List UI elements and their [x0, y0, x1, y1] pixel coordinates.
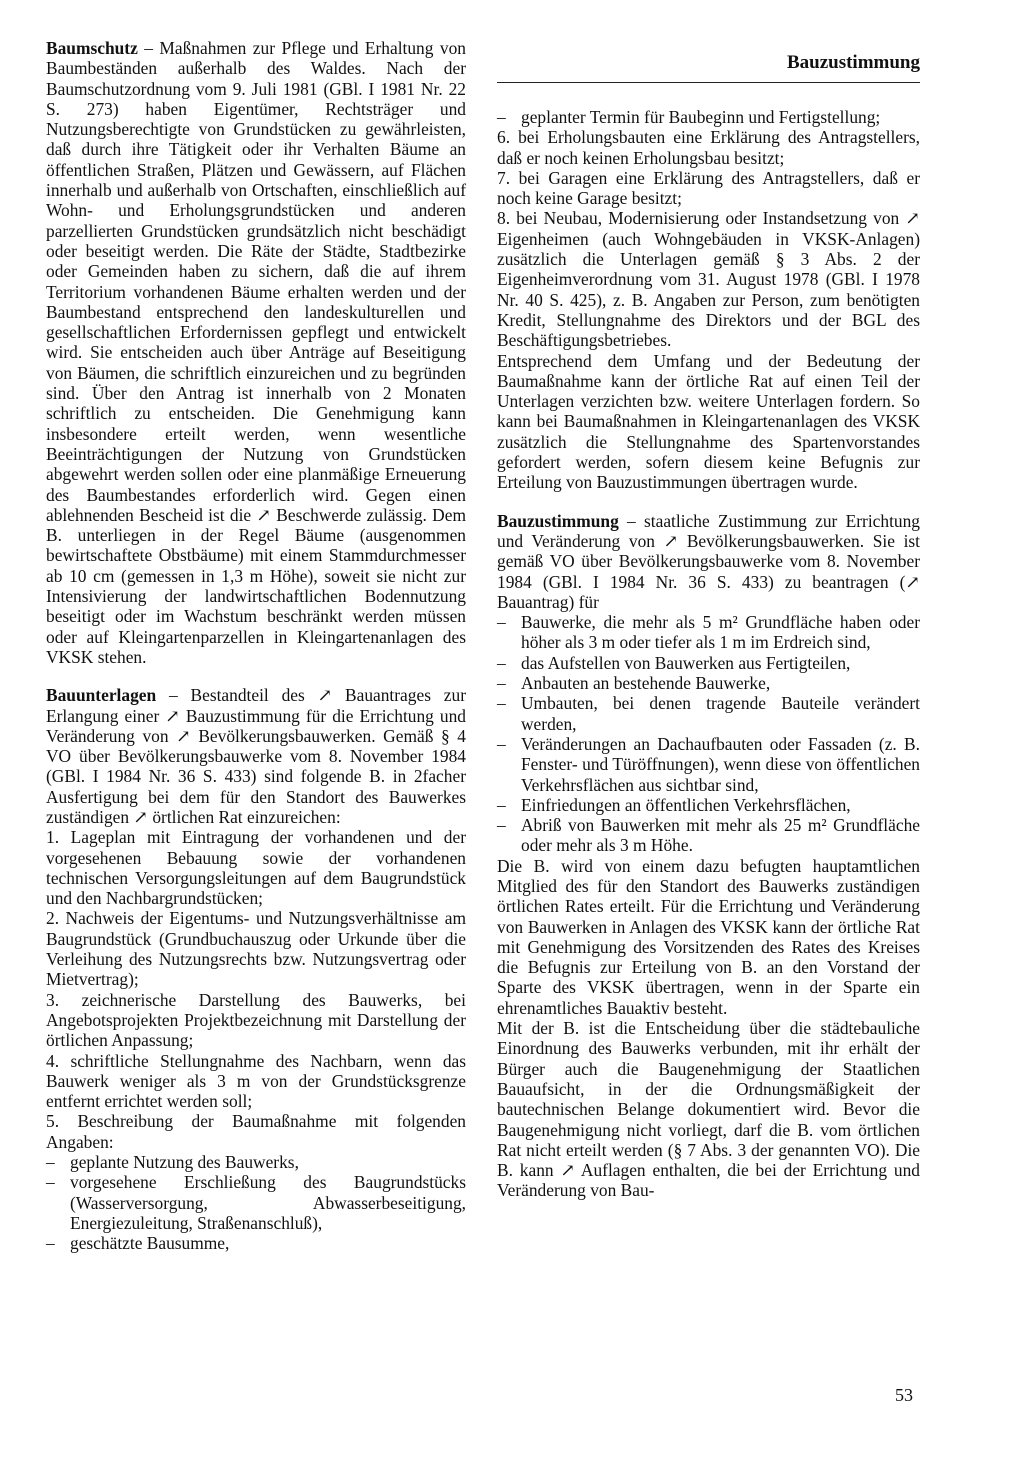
entry-paragraph: Mit der B. ist die Entscheidung über die städtebauliche Einordnung des Bauwerks verbunden, mit ihr erhält der Bürger auch die Baugenehmigung der Staatlichen Bauaufsicht, in der die Ordnungsmäßigkeit der bautechnischen Belange dokumentiert wird. Bevor die Baugenehmigung nicht vorliegt, darf die B. vom örtlichen Rat nicht erteilt werden (§ 7 Abs. 3 der genannten VO). Die B. kann ↗ Auflagen enthalten, die bei der Errichtung und Veränderung von Bau- [497, 1018, 920, 1201]
entry-bauunterlagen-continued [497, 107, 920, 493]
list-item: 3. zeichnerische Darstellung des Bauwerks, bei Angebotsprojekten Projektbezeichnung mit Darstellung der örtlichen Anpassung; [46, 989, 466, 1051]
list-item: 6. bei Erholungsbauten eine Erklärung des Antragstellers, daß er noch keinen Erholungsbau besitzt; [497, 127, 920, 168]
page-number: 53 [895, 1385, 913, 1405]
dash-item: – geschätzte Bausumme, [46, 1233, 466, 1253]
entry-text: – staatliche Zustimmung zur Errichtung und Veränderung von ↗ Bevölkerungsbauwerken. Sie ist gemäß VO über Bevölkerungsbauwerke vom 8. November 1984 (GBl. I 1984 Nr. 36 S. 433) zu beantragen (↗ Bauantrag) für [497, 510, 920, 612]
list-item: 5. Beschreibung der Baumaßnahme mit folgenden Angaben: [46, 1111, 466, 1152]
entry-paragraph [497, 511, 920, 612]
dash-item: – Bauwerke, die mehr als 5 m² Grundfläche haben oder höher als 3 m oder tiefer als 1 m im Erdreich sind, [497, 612, 920, 653]
entry-paragraph: Die B. wird von einem dazu befugten hauptamtlichen Mitglied des für den Standort des Bauwerks zuständigen örtlichen Rates erteilt. Für die Errichtung und Veränderung von Bauwerken in Anlagen des VKSK kann der örtliche Rat mit Genehmigung des Vorsitzenden des Rates des Kreises die Befugnis zur Erteilung von B. an den Vorstand der Sparte des VKSK übertragen, wenn in der Sparte ein ehrenamtliches Bauaktiv besteht. [497, 855, 920, 1018]
entry-text: – Bestandteil des ↗ Bauantrages zur Erlangung einer ↗ Bauzustimmung für die Errichtung und Veränderung von ↗ Bevölkerungsbauwerken. Gemäß § 4 VO über Bevölkerungsbauwerke vom 8. November 1984 (GBl. I 1984 Nr. 36 S. 433) sind folgende B. in 2facher Ausfertigung bei dem für den Standort des Bauwerkes zuständigen ↗ örtlichen Rat einzureichen: [46, 685, 466, 827]
dash-item: – Veränderungen an Dachaufbauten oder Fassaden (z. B. Fenster- und Türöffnungen), wenn diese von öffentlichen Verkehrsflächen aus sichtbar sind, [497, 734, 920, 795]
dash-item: – Einfriedungen an öffentlichen Verkehrsflächen, [497, 795, 920, 815]
right-column [497, 107, 920, 1219]
list-item: 1. Lageplan mit Eintragung der vorhandenen und der vorgesehenen Bebauung sowie der vorhandenen technischen Versorgungsleitungen auf dem Baugrundstück und den Nachbargrundstücken; [46, 827, 466, 909]
list-item: 7. bei Garagen eine Erklärung des Antragstellers, daß er noch keine Garage besitzt; [497, 167, 920, 209]
left-column [46, 38, 466, 1272]
list-item: 4. schriftliche Stellungnahme des Nachbarn, wenn das Bauwerk weniger als 3 m von der Grundstücksgrenze entfernt errichtet werden soll; [46, 1050, 466, 1112]
entry-paragraph: Entsprechend dem Umfang und der Bedeutung der Baumaßnahme kann der örtliche Rat auf einen Teil der Unterlagen verzichten bzw. weitere Unterlagen fordern. So kann bei Baumaßnahmen in Kleingartenanlagen des VKSK zusätzlich die Stellungnahme des Spartenvorstandes gefordert werden, sofern diesem keine Befugnis zur Erteilung von Bauzustimmungen übertragen wurde. [497, 350, 920, 493]
entry-bauunterlagen [46, 685, 466, 1253]
dash-item: – vorgesehene Erschließung des Baugrundstücks (Wasserversorgung, Abwasserbeseitigung, Energiezuleitung, Straßenanschluß), [46, 1172, 466, 1233]
entry-term: Bauunterlagen [46, 685, 157, 706]
entry-text: – Maßnahmen zur Pflege und Erhaltung von Baumbeständen außerhalb des Waldes. Nach der Baumschutzordnung vom 9. Juli 1981 (GBl. I 1981 Nr. 22 S. 273) haben Eigentümer, Rechtsträger und Nutzungsberechtigte von Grundstücken zu gewährleisten, daß durch ihre Tätigkeit oder ihr Verhalten Bäume an öffentlichen Straßen, Plätzen und Gewässern, auf Flächen innerhalb und außerhalb von Ortschaften, einschließlich auf Wohn- und Erholungsgrundstücken und anderen parzellierten Grundstücken grundsätzlich nicht beschädigt oder beseitigt werden. Die Räte der Städte, Stadtbezirke oder Gemeinden haben zu sichern, daß die auf ihrem Territorium vorhandenen Bäume erhalten werden und der Baumbestand entsprechend den landeskulturellen und gesellschaftlichen Erfordernissen gepflegt und entwickelt wird. Sie entscheiden auch über Anträge auf Beseitigung von Bäumen, die schriftlich einzureichen und zu begründen sind. Über den Antrag ist innerhalb von 2 Monaten schriftlich zu entscheiden. Die Genehmigung kann insbesondere erteilt werden, wenn wesentliche Beeinträchtigungen der Nutzung von Grundstücken abgewehrt werden sollen oder eine planmäßige Erneuerung des Baumbestandes erforderlich wird. Gegen einen ablehnenden Bescheid ist die ↗ Beschwerde zulässig. Dem B. unterliegen in der Regel Bäume (ausgenommen bewirtschaftete Obstbäume) mit einem Stammdurchmesser ab 10 cm (gemessen in 1,3 m Höhe), soweit sie nicht zur Intensivierung der landwirtschaftlichen Bodennutzung beseitigt oder im Wachstum beschränkt werden müssen oder auf Kleingartenparzellen in Kleingartenanlagen des VKSK stehen. [46, 38, 466, 667]
dash-item: – geplanter Termin für Baubeginn und Fertigstellung; [497, 107, 920, 127]
entry-bauzustimmung [497, 511, 920, 1201]
list-item: 2. Nachweis der Eigentums- und Nutzungsverhältnisse am Baugrundstück (Grundbuchauszug oder Urkunde über die Verleihung des Nutzungsrechts bzw. Nutzungsvertrag oder Mietvertrag); [46, 908, 466, 990]
header-title: Bauzustimmung [786, 52, 920, 73]
dash-item: – Abriß von Bauwerken mit mehr als 25 m² Grundfläche oder mehr als 3 m Höhe. [497, 815, 920, 856]
entry-term: Baumschutz [46, 38, 138, 58]
entry-paragraph [46, 685, 466, 827]
dash-item: – Anbauten an bestehende Bauwerke, [497, 673, 920, 693]
entry-paragraph [46, 38, 466, 667]
dash-item: – geplante Nutzung des Bauwerks, [46, 1152, 466, 1172]
dash-item: – das Aufstellen von Bauwerken aus Fertigteilen, [497, 653, 920, 673]
running-header [497, 52, 920, 83]
entry-term: Bauzustimmung [497, 510, 619, 531]
list-item: 8. bei Neubau, Modernisierung oder Instandsetzung von ↗ Eigenheimen (auch Wohngebäuden in VKSK-Anlagen) zusätzlich die Unterlagen gemäß § 3 Abs. 2 der Eigenheimverordnung vom 31. August 1978 (GBl. I 1978 Nr. 40 S. 425), z. B. Angaben zur Person, zum benötigten Kredit, Stellungnahme des Direktors und der BGL des Beschäftigungsbetriebes. [497, 208, 920, 351]
dash-item: – Umbauten, bei denen tragende Bauteile verändert werden, [497, 693, 920, 734]
entry-baumschutz [46, 38, 466, 667]
